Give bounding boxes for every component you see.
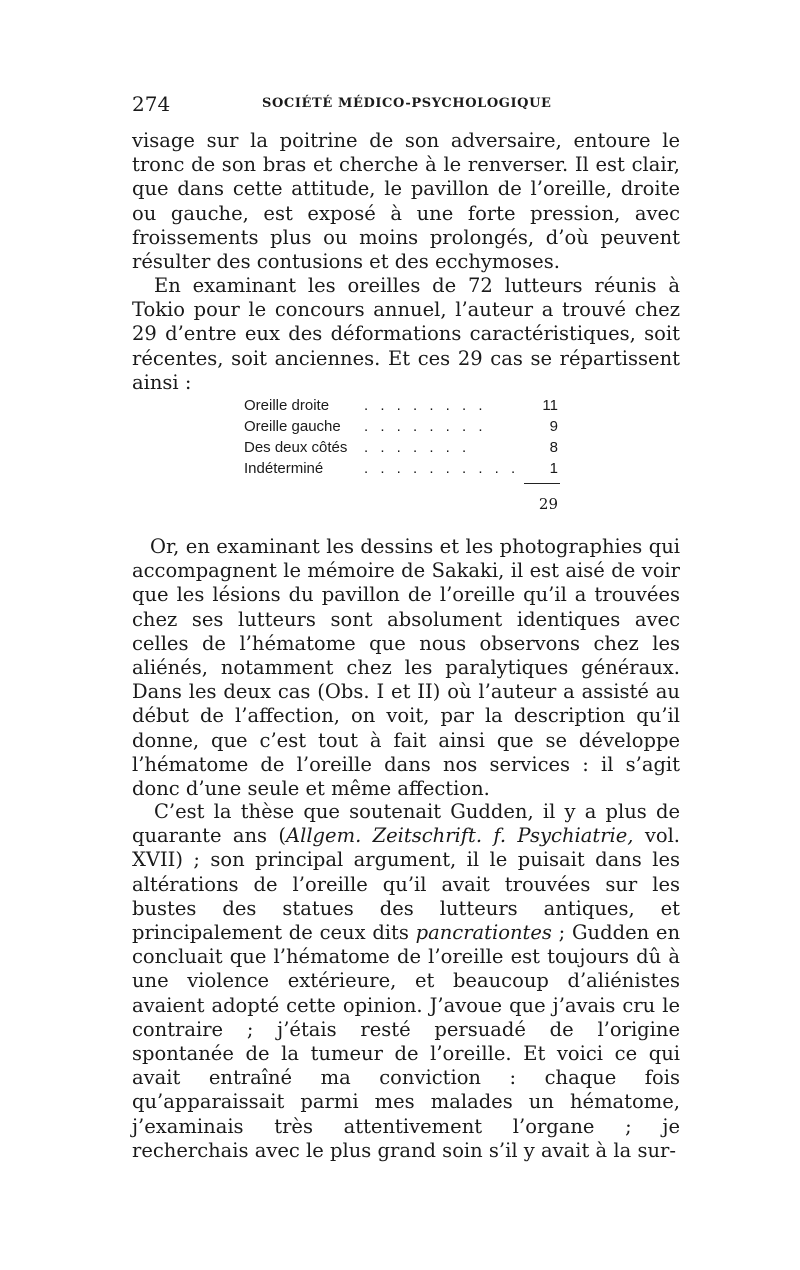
row-label: Indéterminé [244,460,324,477]
total-value: 29 [538,495,558,513]
page-number: 274 [132,92,171,116]
row-value: 1 [549,460,558,477]
paragraph-3: Or, en examinant les dessins et les photographies qui accompagnent le mémoire de Sakaki, il est aisé de voir que les lésions du pavillon de l’oreille qu’il a trouvées chez ses lutteurs sont absolument identiques avec celles de l’hématome que nous observons chez les aliénés, notamment chez les paralytiques généraux. Dans les deux cas (Obs. I et II) où l’auteur a assisté au début de l’affection, on voit, par la description qu’il donne, que c’est tout à fait ainsi que se développe l’hématome de l’oreille dans nos services : il s’agit donc d’une seule et même affection. [132,535,680,801]
row-label: Oreille gauche [244,418,341,435]
italic-term: pancrationtes [415,921,552,945]
table-row [244,418,564,439]
text-run: C’est la thèse que soutenait Gudden, il y a plus de quarante ans ( [132,800,680,848]
paragraph-2: En examinant les oreilles de 72 lutteurs réunis à Tokio pour le concours annuel, l’auteur a trouvé chez 29 d’entre eux des déformations caractéristiques, soit récentes, soit anciennes. Et ces 29 cas se répartissent ainsi : [132,274,680,394]
table-row [244,460,564,481]
table-row [244,439,564,460]
leader-dots: . . . . . . . . [364,397,487,414]
paragraph-1: visage sur la poitrine de son adversaire, entoure le tronc de son bras et cherche à le renverser. Il est clair, que dans cette attitude, le pavillon de l’oreille, droite ou gauche, est exposé à une forte pression, avec froissements plus ou moins prolongés, d’où peuvent résulter des contusions et des ecchymoses. [132,129,680,274]
row-value: 8 [549,439,558,456]
ear-distribution-table [244,397,564,513]
leader-dots: . . . . . . . . [364,418,487,435]
leader-dots: . . . . . . . [364,439,471,456]
text-run: vol. XVII) ; son principal argument, il le puisait dans les altérations de l’oreille qu’il avait trouvées sur les bustes des statues des lutteurs antiques, et principalement de ceux dits [132,824,681,945]
table-row [244,397,564,418]
row-value: 11 [542,397,558,414]
row-label: Des deux côtés [244,439,348,456]
paragraph-4 [132,800,680,1163]
sum-rule [524,483,560,484]
text-run: ; Gudden en concluait que l’hématome de l’oreille est toujours dû à une violence extérieure, et beaucoup d’aliénistes avaient adopté cette opinion. J’avoue que j’avais cru le contraire ; j’étais resté persuadé de l’origine spontanée de la tumeur de l’oreille. Et voici ce qui avait entraîné ma conviction : chaque fois qu’apparaissait parmi mes malades un hématome, j’examinais très attentivement l’organe ; je recherchais avec le plus grand soin s’il y avait à la sur- [132,921,681,1162]
page-header [132,92,680,116]
journal-citation: Allgem. Zeitschrift. f. Psychiatrie, [286,824,634,848]
running-head: SOCIÉTÉ MÉDICO-PSYCHOLOGIQUE [262,96,552,111]
row-label: Oreille droite [244,397,330,414]
leader-dots: . . . . . . . . . . [364,460,520,477]
row-value: 9 [549,418,558,435]
